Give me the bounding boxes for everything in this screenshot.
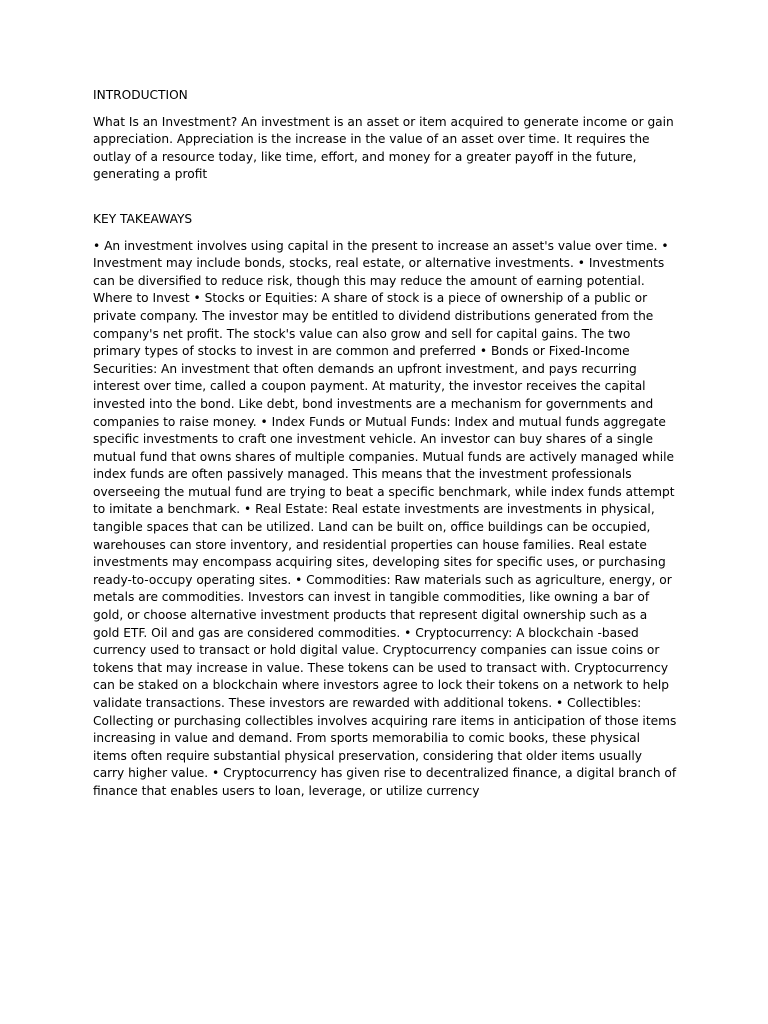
introduction-paragraph: What Is an Investment? An investment is an asset or item acquired to generate income or gain appreciation. Appreciation is the increase in the value of an asset over time. It requires the outlay of a resource today, like time, effort, and money for a greater payoff in the future, generating a profit bbox=[93, 114, 674, 182]
spacer bbox=[93, 184, 677, 211]
key-takeaways-paragraph: • An investment involves using capital in the present to increase an asset's value over time. • Investment may include bonds, stocks, real estate, or alternative investments. • Investments can be diversified to reduce risk, though this may reduce the amount of earning potential. Where to Invest • Stocks or Equities: A share of stock is a piece of ownership of a public or private company. The investor may be entitled to dividend distributions generated from the company's net profit. The stock's value can also grow and sell for capital gains. The two primary types of stocks to invest in are common and preferred • Bonds or Fixed-Income Securities: An investment that often demands an upfront investment, and pays recurring interest over time, called a coupon payment. At maturity, the investor receives the capital invested into the bond. Like debt, bond investments are a mechanism for governments and companies to raise money. • Index Funds or Mutual Funds: Index and mutual funds aggregate specific investments to craft one investment vehicle. An investor can buy shares of a single mutual fund that owns shares of multiple companies. Mutual funds are actively managed while index funds are often passively managed. This means that the investment professionals overseeing the mutual fund are trying to beat a specific benchmark, while index funds attempt to imitate a benchmark. • Real Estate: Real estate investments are investments in physical, tangible spaces that can be utilized. Land can be built on, office buildings can be occupied, warehouses can store inventory, and residential properties can house families. Real estate investments may encompass acquiring sites, developing sites for specific uses, or purchasing ready-to-occupy operating sites. • Commodities: Raw materials such as agriculture, energy, or metals are commodities. Investors can invest in tangible commodities, like owning a bar of gold, or choose alternative investment products that represent digital ownership such as a gold ETF. Oil and gas are considered commodities. • Cryptocurrency: A blockchain -based currency used to transact or hold digital value. Cryptocurrency companies can issue coins or tokens that may increase in value. These tokens can be used to transact with. Cryptocurrency can be staked on a blockchain where investors agree to lock their tokens on a network to help validate transactions. These investors are rewarded with additional tokens. • Collectibles: Collecting or purchasing collectibles involves acquiring rare items in anticipation of those items increasing in value and demand. From sports memorabilia to comic books, these physical items often require substantial physical preservation, considering that older items usually carry higher value. • Cryptocurrency has given rise to decentralized finance, a digital branch of finance that enables users to loan, leverage, or utilize currency bbox=[93, 238, 677, 798]
spacer bbox=[93, 229, 677, 238]
spacer bbox=[93, 105, 677, 114]
document-body bbox=[93, 87, 677, 801]
key-takeaways-heading: KEY TAKEAWAYS bbox=[93, 211, 193, 226]
introduction-heading: INTRODUCTION bbox=[93, 88, 188, 102]
